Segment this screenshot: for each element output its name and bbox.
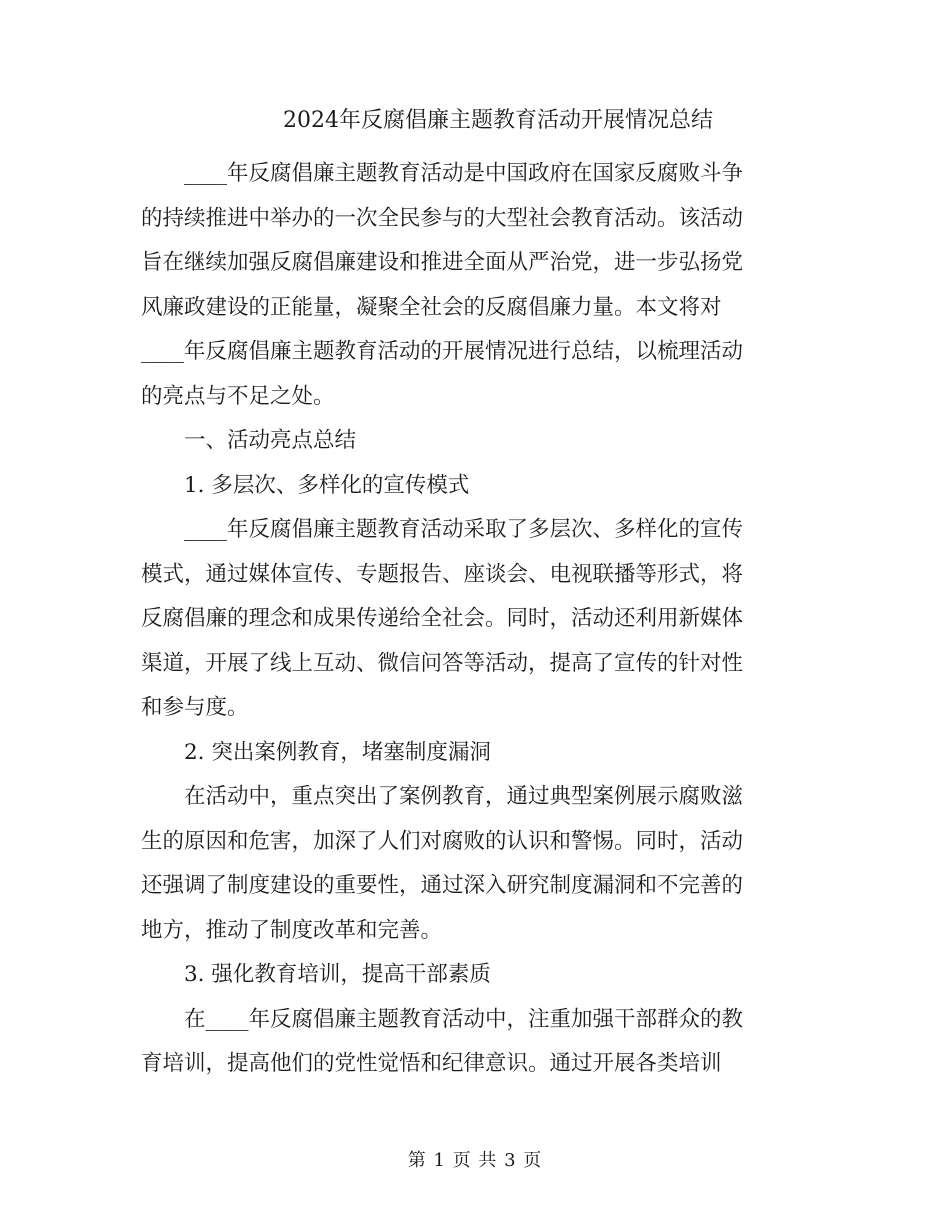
paragraph-line: ____年反腐倡廉主题教育活动是中国政府在国家反腐败斗争 [184,161,744,186]
section-heading: 2. 突出案例教育，堵塞制度漏洞 [184,739,491,765]
paragraph-line: 生的原因和危害，加深了人们对腐败的认识和警惕。同时，活动 [141,828,744,854]
paragraph-line: ____年反腐倡廉主题教育活动的开展情况进行总结，以梳理活动 [141,339,744,364]
body-paragraph [141,152,805,419]
section-heading: 1. 多层次、多样化的宣传模式 [184,472,470,498]
document-title: 2024年反腐倡廉主题教育活动开展情况总结 [283,108,713,133]
body-paragraph [141,775,805,953]
paragraph-line: 的持续推进中举办的一次全民参与的大型社会教育活动。该活动 [141,205,744,231]
paragraph-line: 模式，通过媒体宣传、专题报告、座谈会、电视联播等形式，将 [141,561,744,587]
paragraph-line: 和参与度。 [141,695,249,720]
paragraph-line: 的亮点与不足之处。 [141,383,335,409]
paragraph-line: 还强调了制度建设的重要性，通过深入研究制度漏洞和不完善的 [141,873,744,898]
paragraph-line: 育培训，提高他们的党性觉悟和纪律意识。通过开展各类培训 [141,1051,722,1076]
body-paragraph [141,998,805,1087]
page-footer: 第 1 页 共 3 页 [407,1150,543,1171]
section-heading: 3. 强化教育培训，提高干部素质 [184,962,491,987]
paragraph-line: 风廉政建设的正能量，凝聚全社会的反腐倡廉力量。本文将对 [141,294,722,320]
paragraph-line: 在____年反腐倡廉主题教育活动中，注重加强干部群众的教 [184,1006,744,1032]
paragraph-line: 地方，推动了制度改革和完善。 [141,917,443,943]
document-body [141,152,805,1087]
paragraph-line: ____年反腐倡廉主题教育活动采取了多层次、多样化的宣传 [184,517,744,542]
paragraph-line: 渠道，开展了线上互动、微信问答等活动，提高了宣传的针对性 [141,650,744,676]
paragraph-line: 反腐倡廉的理念和成果传递给全社会。同时，活动还利用新媒体 [141,606,744,631]
paragraph-line: 在活动中，重点突出了案例教育，通过典型案例展示腐败滋 [184,784,744,809]
body-paragraph [141,508,805,731]
paragraph-line: 旨在继续加强反腐倡廉建设和推进全面从严治党，进一步弘扬党 [141,250,744,275]
section-heading: 一、活动亮点总结 [184,428,357,453]
